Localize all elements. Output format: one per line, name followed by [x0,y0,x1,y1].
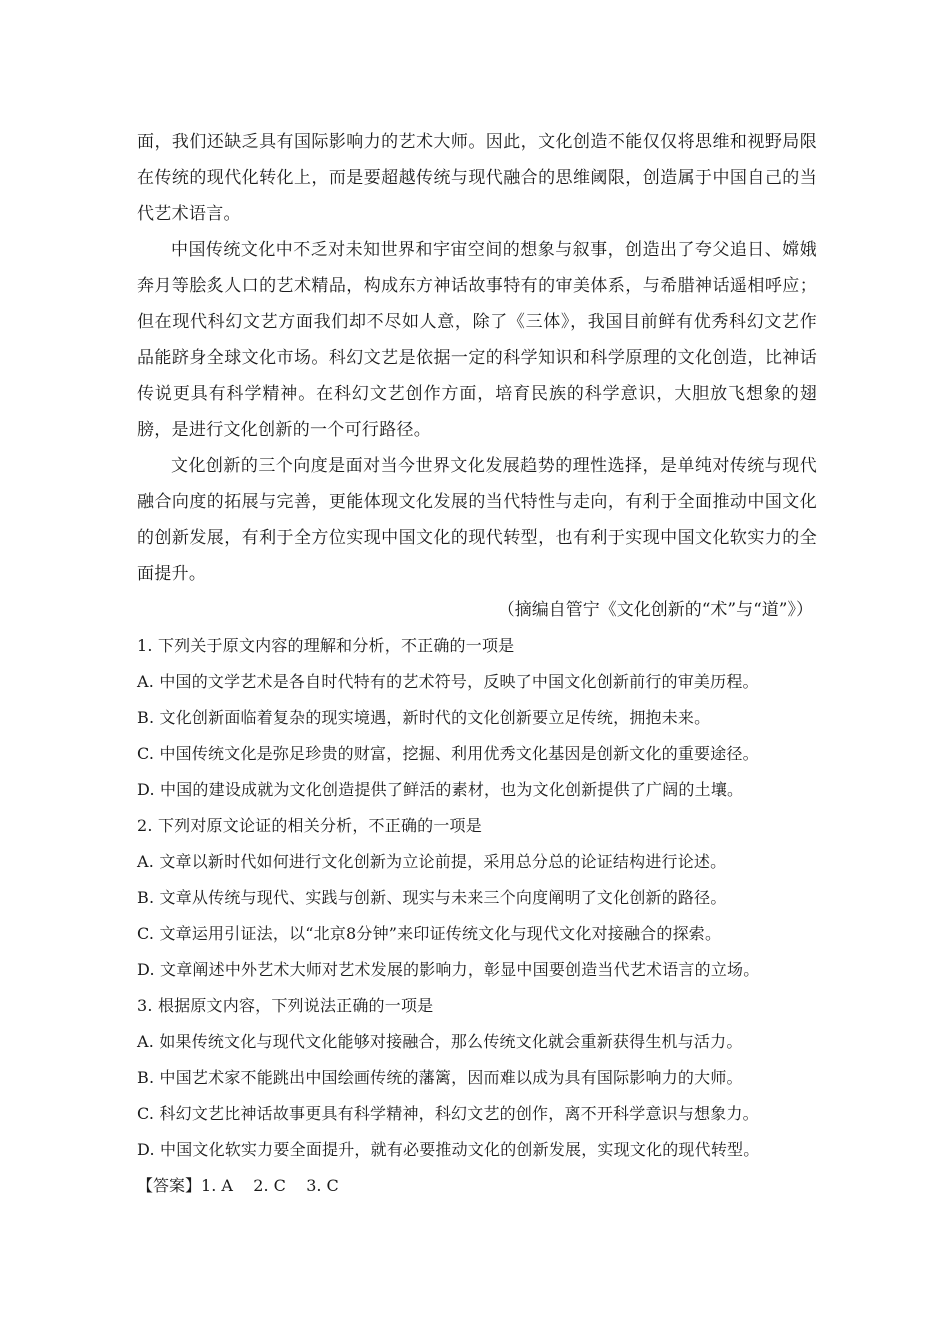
answer-text: 1. A 2. C 3. C [201,1176,339,1195]
passage-paragraph-3: 文化创新的三个向度是面对当今世界文化发展趋势的理性选择，是单纯对传统与现代融合向度的拓展与完善，更能体现文化发展的当代特性与走向，有利于全面推动中国文化的创新发展，有利于全方位实现中国文化的现代转型，也有利于实现中国文化软实力的全面提升。 [137,456,817,584]
passage-paragraph-2: 中国传统文化中不乏对未知世界和宇宙空间的想象与叙事，创造出了夸父追日、嫦娥奔月等脍炙人口的艺术精品，构成东方神话故事特有的审美体系，与希腊神话遥相呼应；但在现代科幻文艺方面我们却不尽如人意，除了《三体》，我国目前鲜有优秀科幻文艺作品能跻身全球文化市场。科幻文艺是依据一定的科学知识和科学原理的文化创造，比神话传说更具有科学精神。在科幻文艺创作方面，培育民族的科学意识，大胆放飞想象的翅膀，是进行文化创新的一个可行路径。 [137,240,817,440]
question-2-stem: 2. 下列对原文论证的相关分析，不正确的一项是 [137,816,482,835]
answer-line [137,1168,817,1204]
question-2-option-b: B. 文章从传统与现代、实践与创新、现实与未来三个向度阐明了文化创新的路径。 [137,888,727,907]
question-3-stem: 3. 根据原文内容，下列说法正确的一项是 [137,996,434,1015]
question-1-option-d: D. 中国的建设成就为文化创造提供了鲜活的素材，也为文化创新提供了广阔的土壤。 [137,780,744,799]
question-1-option-c: C. 中国传统文化是弥足珍贵的财富，挖掘、利用优秀文化基因是创新文化的重要途径。 [137,744,759,763]
question-2 [137,808,817,988]
question-2-option-a: A. 文章以新时代如何进行文化创新为立论前提，采用总分总的论证结构进行论述。 [137,852,727,871]
question-3-option-d: D. 中国文化软实力要全面提升，就有必要推动文化的创新发展，实现文化的现代转型。 [137,1140,760,1159]
answer-label: 【答案】 [137,1176,202,1195]
question-2-option-c: C. 文章运用引证法，以“北京8分钟”来印证传统文化与现代文化对接融合的探索。 [137,924,722,943]
question-2-option-d: D. 文章阐述中外艺术大师对艺术发展的影响力，彰显中国要创造当代艺术语言的立场。 [137,960,760,979]
passage-source: （摘编自管宁《文化创新的“术”与“道”》） [497,600,813,620]
document-page [137,124,817,1204]
question-1 [137,628,817,808]
question-3-option-c: C. 科幻文艺比神话故事更具有科学精神，科幻文艺的创作，离不开科学意识与想象力。 [137,1104,759,1123]
question-1-option-b: B. 文化创新面临着复杂的现实境遇，新时代的文化创新要立足传统，拥抱未来。 [137,708,711,727]
question-3-option-b: B. 中国艺术家不能跳出中国绘画传统的藩篱，因而难以成为具有国际影响力的大师。 [137,1068,743,1087]
passage-paragraph-1: 面，我们还缺乏具有国际影响力的艺术大师。因此，文化创造不能仅仅将思维和视野局限在传统的现代化转化上，而是要超越传统与现代融合的思维阈限，创造属于中国自己的当代艺术语言。 [137,132,817,224]
question-1-stem: 1. 下列关于原文内容的理解和分析，不正确的一项是 [137,636,515,655]
question-3-option-a: A. 如果传统文化与现代文化能够对接融合，那么传统文化就会重新获得生机与活力。 [137,1032,743,1051]
question-3 [137,988,817,1168]
question-1-option-a: A. 中国的文学艺术是各自时代特有的艺术符号，反映了中国文化创新前行的审美历程。 [137,672,759,691]
